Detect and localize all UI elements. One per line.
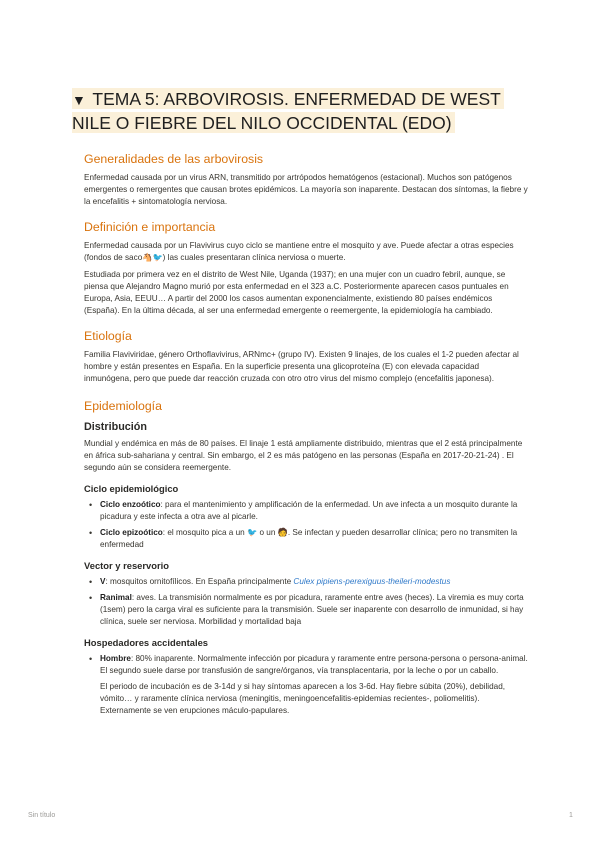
list-vector (84, 576, 528, 628)
term-label: Ciclo epizoótico (100, 528, 163, 537)
item-text: : mosquitos ornitofílicos. En España principalmente (105, 577, 294, 586)
list-item (84, 653, 528, 717)
heading-etiologia: Etiología (84, 329, 132, 343)
item-text: : aves. La transmisión normalmente es por picadura, raramente entre aves (heces). La viremia es muy corta (1sem) pero la carga viral es suficiente para la transmisión. Suele ser inaparente con desarrollo de inmunidad, si hay clínica, suele ser nerviosa. Morbilidad y mortalidad baja (100, 593, 524, 626)
list-item (84, 592, 528, 628)
list-item (84, 527, 528, 551)
list-item (84, 576, 528, 588)
list-item (84, 499, 528, 523)
item-text: : para el mantenimiento y amplificación de la enfermedad. Un ave infecta a un mosquito durante la picadura y este infecta a otra ave al picarle. (100, 500, 518, 521)
heading-vector: Vector y reservorio (84, 560, 169, 571)
species-name: Culex pipiens-perexiguus-theileri-modestus (293, 577, 451, 586)
term-label: Hombre (100, 654, 131, 663)
footer-document-title: Sin título (28, 812, 56, 819)
heading-epidemiologia: Epidemiología (84, 399, 162, 413)
document-page (72, 88, 528, 723)
item-subparagraph: El periodo de incubación es de 3-14d y si hay síntomas aparecen a los 3-6d. Hay fiebre súbita (20%), debilidad, vómito… y raramente clínica nerviosa (meningitis, meningoencefalitis-epidemias recientes-, poliomelitis). Externamente se ven erupciones máculo-papulares. (100, 682, 506, 715)
term-label: Ciclo enzoótico (100, 500, 161, 509)
heading-distribucion: Distribución (84, 421, 147, 433)
heading-ciclo: Ciclo epidemiológico (84, 483, 179, 494)
paragraph-definicion-2: Estudiada por primera vez en el distrito de West Nile, Uganda (1937); en una mujer con un cuadro febril, aunque, se piensa que Alejandro Magno murió por esta enfermedad en el 323 a.C. Posteriormente aparecen casos puntuales en Europa, Asia, EEUU… A partir del 2000 los casos aumentan exponencialmente, existiendo 80 países endémicos (España). En la última década, al ser una enfermedad emergente o reemergente, la epidemiología ha cambiado. (84, 270, 509, 315)
heading-definicion: Definición e importancia (84, 220, 216, 234)
page-title-text: TEMA 5: ARBOVIROSIS. ENFERMEDAD DE WEST NILE O FIEBRE DEL NILO OCCIDENTAL (EDO) (72, 89, 501, 133)
item-text: : 80% inaparente. Normalmente infección por picadura y raramente entre persona-persona o persona-animal. El segundo suele darse por transfusión de sangre/órganos, vía transplacentaria, por la leche o por un caballo. (100, 654, 528, 675)
item-text: : el mosquito pica a un 🐦 o un 🧑. Se infectan y pueden desarrollar clínica; pero no transmiten la enfermedad (100, 528, 518, 549)
toggle-triangle-icon[interactable]: ▼ (72, 92, 86, 108)
term-label: Ranimal (100, 593, 132, 602)
list-hospedadores (84, 653, 528, 717)
page-title (72, 88, 528, 136)
footer-page-number: 1 (569, 812, 573, 819)
heading-hospedadores: Hospedadores accidentales (84, 637, 209, 648)
list-ciclo (84, 499, 528, 551)
paragraph-definicion-1: Enfermedad causada por un Flavivirus cuyo ciclo se mantiene entre el mosquito y ave. Puede afectar a otras especies (fondos de saco🐴🐦) las cuales presentaran clínica nerviosa o muerte. (84, 241, 514, 262)
paragraph-distribucion: Mundial y endémica en más de 80 países. El linaje 1 está ampliamente distribuido, mientras que el 2 está principalmente en áfrica sub-sahariana y central. Sin embargo, el 2 es más patógeno en las personas (España en 2017-20-21-24) . El segundo aún se considera reemergente. (84, 439, 523, 472)
paragraph-generalidades: Enfermedad causada por un virus ARN, transmitido por artrópodos hematógenos (estacional). Muchos son patógenos emergentes o remergentes que causan brotes epidémicos. La mayoría son inaparente. Destacan dos síntomas, la fiebre y la encefalitis + sintomatología nerviosa. (84, 173, 528, 206)
term-label: V (100, 577, 106, 586)
paragraph-etiologia: Familia Flaviviridae, género Orthoflavivirus, ARNmc+ (grupo IV). Existen 9 linajes, de los cuales el 1-2 pueden afectar al hombre y están presentes en España. En la superficie presenta una glicoproteína (E) con elevada capacidad inmunógena, pero que puede dar reacción cruzada con otro otro virus del mismo complejo (encefalitis japonesa). (84, 350, 519, 383)
heading-generalidades: Generalidades de las arbovirosis (84, 152, 264, 166)
